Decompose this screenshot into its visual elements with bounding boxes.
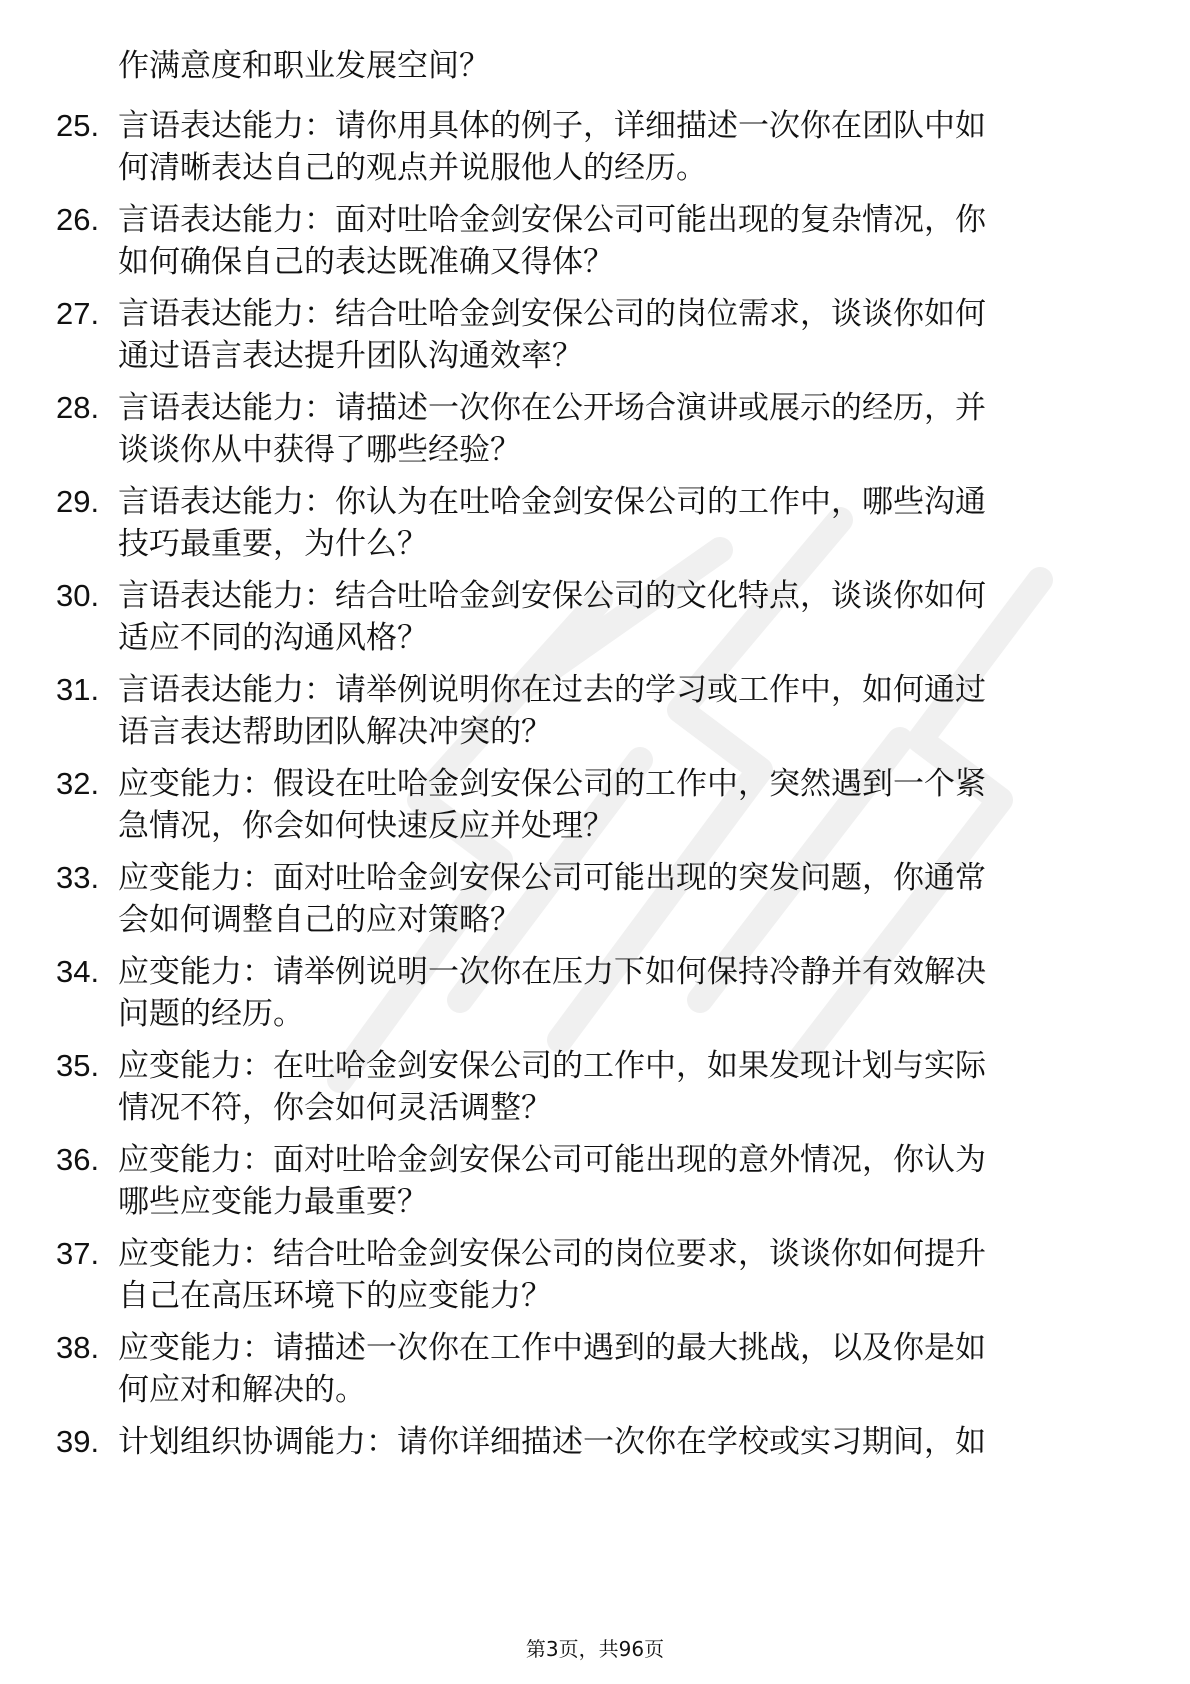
question-text: 计划组织协调能力：请你详细描述一次你在学校或实习期间，如 [118, 1424, 986, 1460]
question-text: 哪些应变能力最重要？ [118, 1184, 428, 1220]
question-number: 30. [56, 578, 100, 613]
question-number: 32. [56, 766, 100, 801]
question-number: 29. [56, 484, 100, 519]
question-text: 何应对和解决的。 [118, 1372, 366, 1408]
question-text: 情况不符，你会如何灵活调整？ [118, 1090, 552, 1126]
question-text: 如何确保自己的表达既准确又得体？ [118, 244, 614, 280]
question-number: 26. [56, 202, 100, 237]
question-text: 自己在高压环境下的应变能力？ [118, 1278, 552, 1314]
question-number: 25. [56, 108, 100, 143]
page-number-footer: 第3页，共96页 [525, 1637, 665, 1661]
question-text: 言语表达能力：结合吐哈金剑安保公司的岗位需求，谈谈你如何 [118, 296, 986, 332]
question-text: 技巧最重要，为什么？ [118, 526, 428, 562]
question-number: 33. [56, 860, 100, 895]
question-number: 34. [56, 954, 100, 989]
question-text: 应变能力：面对吐哈金剑安保公司可能出现的意外情况，你认为 [118, 1142, 986, 1178]
question-text: 会如何调整自己的应对策略？ [118, 902, 521, 938]
question-text: 急情况，你会如何快速反应并处理？ [118, 808, 614, 844]
question-text: 语言表达帮助团队解决冲突的？ [118, 714, 552, 750]
question-text: 应变能力：结合吐哈金剑安保公司的岗位要求，谈谈你如何提升 [118, 1236, 986, 1272]
question-text: 言语表达能力：结合吐哈金剑安保公司的文化特点，谈谈你如何 [118, 578, 986, 614]
question-text: 言语表达能力：请举例说明你在过去的学习或工作中，如何通过 [118, 672, 986, 708]
question-text: 何清晰表达自己的观点并说服他人的经历。 [118, 150, 707, 186]
question-text: 应变能力：请举例说明一次你在压力下如何保持冷静并有效解决 [118, 954, 986, 990]
question-text: 言语表达能力：面对吐哈金剑安保公司可能出现的复杂情况，你 [118, 202, 986, 238]
question-number: 36. [56, 1142, 100, 1177]
question-text: 应变能力：请描述一次你在工作中遇到的最大挑战，以及你是如 [118, 1330, 986, 1366]
question-number: 37. [56, 1236, 100, 1271]
question-number: 35. [56, 1048, 100, 1083]
question-text: 言语表达能力：你认为在吐哈金剑安保公司的工作中，哪些沟通 [118, 484, 986, 520]
question-number: 39. [56, 1424, 100, 1459]
continuation-text: 作满意度和职业发展空间？ [118, 48, 490, 84]
question-number: 27. [56, 296, 100, 331]
question-number: 31. [56, 672, 100, 707]
question-text: 应变能力：假设在吐哈金剑安保公司的工作中，突然遇到一个紧 [118, 766, 986, 802]
question-text: 谈谈你从中获得了哪些经验？ [118, 432, 521, 468]
question-number: 28. [56, 390, 100, 425]
question-text: 应变能力：在吐哈金剑安保公司的工作中，如果发现计划与实际 [118, 1048, 986, 1084]
question-text: 问题的经历。 [118, 996, 304, 1032]
question-text: 言语表达能力：请描述一次你在公开场合演讲或展示的经历，并 [118, 390, 986, 426]
question-text: 通过语言表达提升团队沟通效率？ [118, 338, 583, 374]
question-text: 应变能力：面对吐哈金剑安保公司可能出现的突发问题，你通常 [118, 860, 986, 896]
question-number: 38. [56, 1330, 100, 1365]
question-text: 适应不同的沟通风格？ [118, 620, 428, 656]
question-text: 言语表达能力：请你用具体的例子，详细描述一次你在团队中如 [118, 108, 986, 144]
